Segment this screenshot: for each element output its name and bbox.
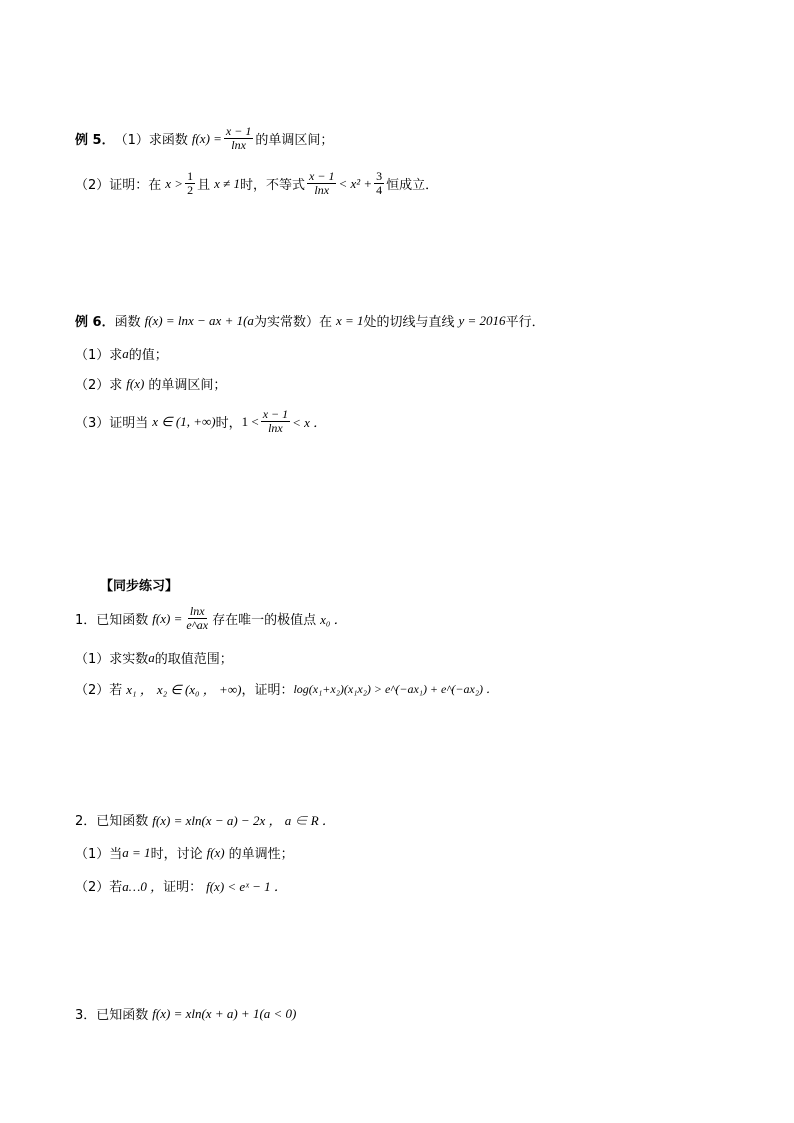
ex6-intro-d: 平行． <box>505 315 545 330</box>
p2-func: f(x) = xln(x − a) − 2x ， a ∈ R ． <box>152 813 335 828</box>
ex6-intro-a: 函数 <box>114 315 141 330</box>
ex5-part1 <box>75 125 333 152</box>
ex5-p2-time: 时，不等式 <box>240 178 306 193</box>
ex6-q1-b: 的值； <box>128 348 168 363</box>
p1-fraction <box>184 605 210 632</box>
p1-numerator: lnx <box>189 604 205 618</box>
ex5-p2-suffix: 恒成立． <box>386 178 439 193</box>
practice-2 <box>75 810 335 829</box>
ex5-p2-half <box>185 170 195 197</box>
p2-label: 2．已知函数 <box>75 814 149 829</box>
p2-q2-b: 证明： <box>163 880 203 895</box>
ex5-p2-quarter-den: 4 <box>376 183 383 197</box>
p2-q1-func: f(x) <box>206 844 225 860</box>
ex5-p2-and: 且 <box>197 178 211 193</box>
ex5-p2-cond2: x ≠ 1 <box>214 175 240 191</box>
ex5-p1-func: f(x) = <box>191 130 222 146</box>
p1-q2-b: ，证明： <box>241 683 294 698</box>
p1-q1-a: （1）求实数 <box>75 652 149 667</box>
p1-q2-x1: x₁ ， <box>126 682 153 697</box>
ex6-func: f(x) = lnx − ax + 1(a <box>144 312 254 328</box>
p2-q2-a: （2）若 <box>75 880 123 895</box>
p1-q2-x2: x₂ ∈ (x₀ ， +∞) <box>156 682 242 697</box>
p2-q1-cond: a = 1 <box>122 844 151 860</box>
p1-q2-a: （2）若 <box>75 683 123 698</box>
ex5-p2-quarter-num: 3 <box>376 169 383 183</box>
p2-q2-expr: f(x) < eˣ − 1 ． <box>206 879 287 894</box>
ex5-p1-numerator: x − 1 <box>225 124 252 138</box>
ex5-p2-prefix: （2）证明：在 <box>75 178 162 193</box>
ex6-q3-a: （3）证明当 <box>75 416 149 431</box>
ex5-p2-numerator: x − 1 <box>309 169 335 183</box>
p1-q1-b: 的取值范围； <box>154 652 233 667</box>
ex5-p2-ineq: < x² + <box>338 175 373 191</box>
ex6-q1-a: （1）求 <box>75 348 123 363</box>
ex6-q3-one: 1 < <box>241 413 259 429</box>
p1-x0: x₀ ． <box>320 612 347 627</box>
ex6-q3-numerator: x − 1 <box>262 407 289 421</box>
p2-q2-cond: a…0 ， <box>122 879 164 894</box>
practice-1 <box>75 605 347 632</box>
ex5-p1-prefix: （1）求函数 <box>114 133 188 148</box>
practice-2-q2 <box>75 876 287 895</box>
ex6-q1 <box>75 344 168 363</box>
ex6-q3-range: x ∈ (1, +∞) <box>152 413 216 429</box>
ex6-q3-b: 时， <box>215 416 242 431</box>
ex5-p1-fraction <box>224 125 253 152</box>
ex6-intro-b: 为实常数）在 <box>253 315 332 330</box>
ex5-p2-half-num: 1 <box>187 169 194 183</box>
practice-heading <box>100 575 178 594</box>
practice-2-q1 <box>75 843 294 862</box>
practice-heading-text: 【同步练习】 <box>100 579 179 594</box>
p2-q1-b: 时，讨论 <box>150 847 203 862</box>
p1-q1-var: a <box>148 649 155 665</box>
ex6-q3-fraction <box>261 408 290 435</box>
p2-q1-c: 的单调性； <box>228 847 294 862</box>
p1-q2-expr: log(x₁+x₂)(x₁x₂) > e^(−ax₁) + e^(−ax₂) ． <box>293 682 499 696</box>
ex6-q3-denominator: lnx <box>268 421 283 435</box>
ex5-p2-cond1: x > <box>165 175 184 191</box>
ex6-q2 <box>75 374 226 393</box>
ex6-point: x = 1 <box>335 312 364 328</box>
ex5-p2-half-den: 2 <box>187 183 194 197</box>
practice-1-q2 <box>75 679 498 698</box>
ex6-q3 <box>75 408 326 435</box>
ex5-part2 <box>75 170 438 197</box>
practice-1-q1 <box>75 648 233 667</box>
ex6-intro-c: 处的切线与直线 <box>363 315 455 330</box>
p1-denominator: e^ax <box>186 618 209 632</box>
ex5-p2-denominator: lnx <box>314 183 330 197</box>
ex5-p1-denominator: lnx <box>231 138 246 152</box>
ex5-label: 例 5． <box>75 133 115 148</box>
ex5-p1-suffix: 的单调区间； <box>255 133 334 148</box>
ex6-q2-a: （2）求 <box>75 378 123 393</box>
ex6-q2-func: f(x) <box>126 375 145 391</box>
ex6-line: y = 2016 <box>458 312 506 328</box>
p3-label: 3．已知函数 <box>75 1008 149 1023</box>
ex6-q2-b: 的单调区间； <box>148 378 227 393</box>
p1-label: 1．已知函数 <box>75 613 149 628</box>
p2-q1-a: （1）当 <box>75 847 123 862</box>
p1-text: 存在唯一的极值点 <box>212 613 317 628</box>
practice-3 <box>75 1004 296 1023</box>
ex6-label: 例 6． <box>75 315 115 330</box>
ex6-intro <box>75 311 545 330</box>
ex6-q1-var: a <box>122 345 129 361</box>
p1-func: f(x) = <box>152 610 183 626</box>
ex5-p2-quarter <box>374 170 384 197</box>
ex5-p2-fraction <box>307 170 336 197</box>
p3-func: f(x) = xln(x + a) + 1(a < 0) <box>152 1005 297 1021</box>
ex6-q3-end: < x ． <box>292 415 327 430</box>
